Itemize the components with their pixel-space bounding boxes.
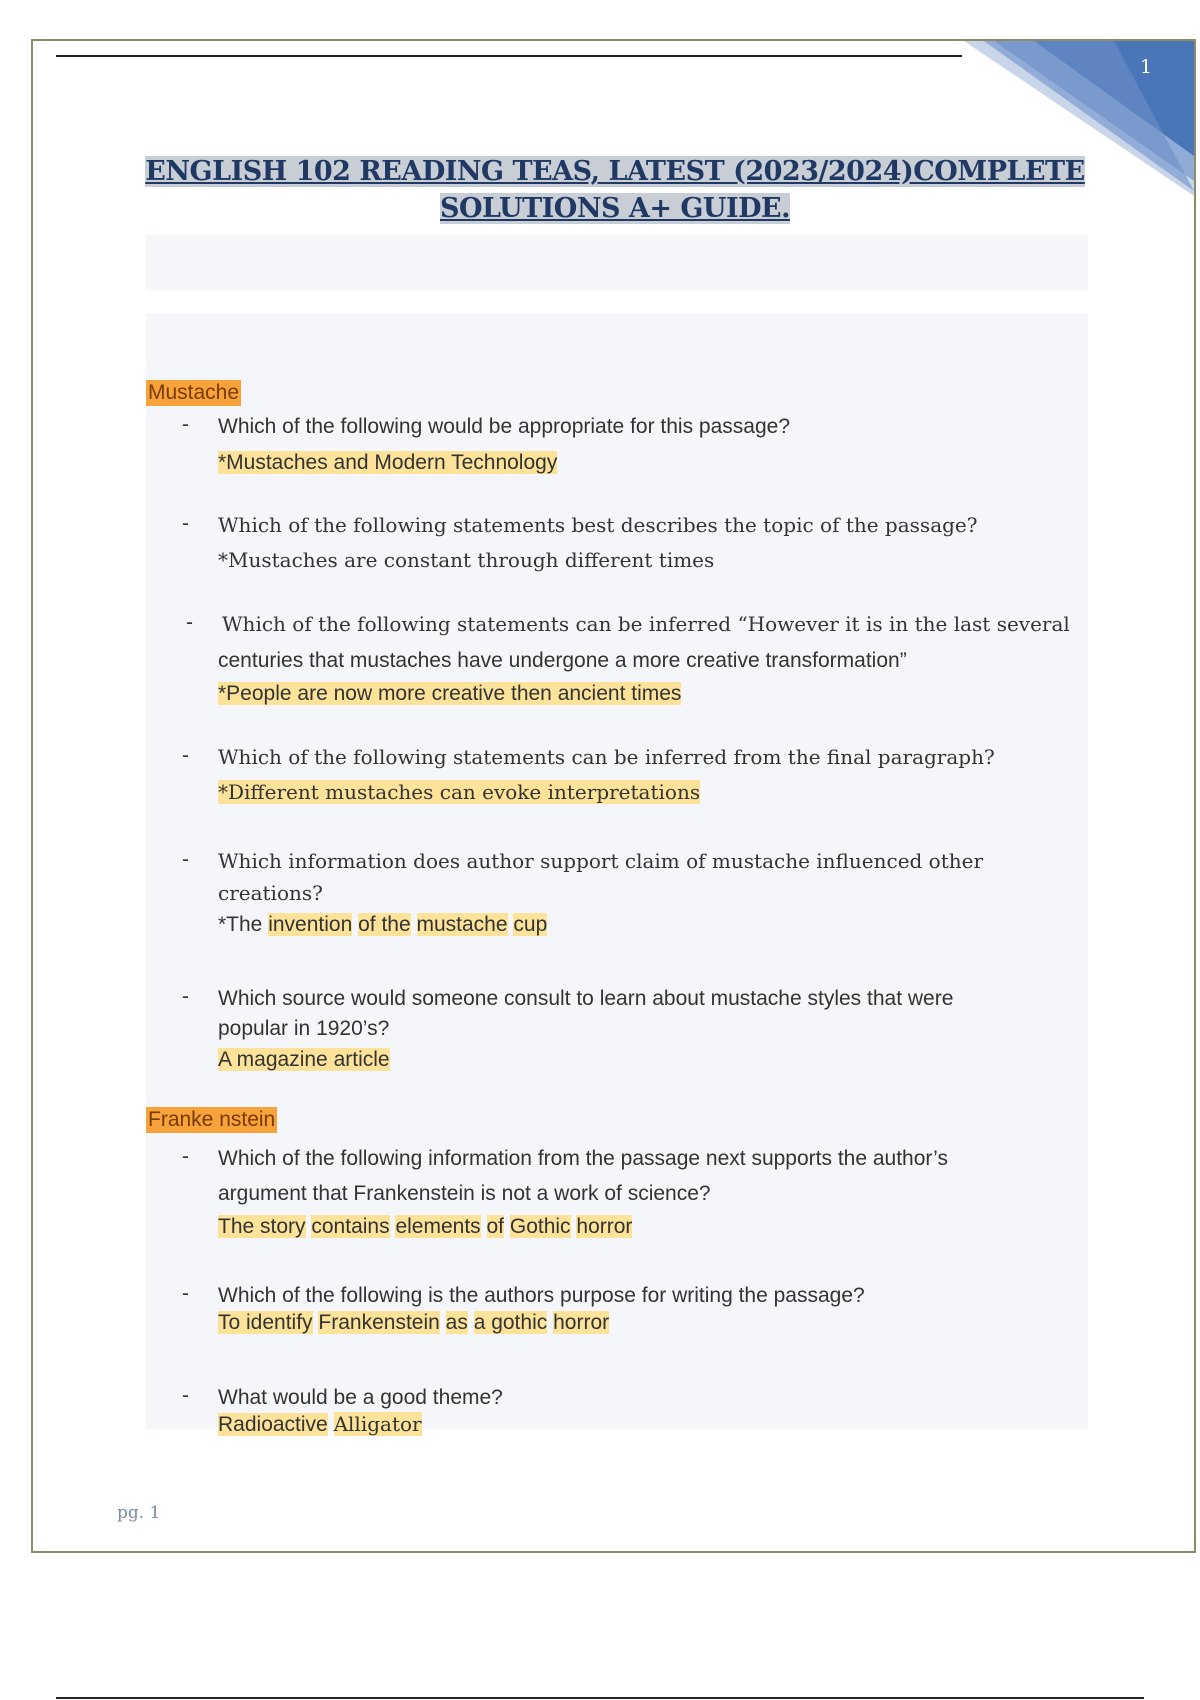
bullet: - [186, 611, 193, 634]
document-title [140, 153, 1090, 227]
bullet: - [182, 512, 189, 535]
question-text: Which of the following statements can be inferred from the final paragraph? [218, 745, 995, 769]
question-text: Which source would someone consult to learn about mustache styles that were [218, 987, 954, 1010]
bullet: - [182, 744, 189, 767]
question-text: Which of the following information from the passage next supports the author’s [218, 1147, 948, 1170]
answer-text: The story contains elements of Gothic horror [218, 1215, 633, 1238]
section-heading-mustache: Mustache [148, 381, 240, 404]
footer-rule [56, 1697, 1144, 1699]
section-heading-frankenstein: Franke nstein [148, 1108, 276, 1131]
question-text: Which of the following statements best describes the topic of the passage? [218, 513, 978, 537]
question-text: Which of the following statements can be inferred “However it is in the last several [222, 612, 1070, 636]
title-line-1: ENGLISH 102 READING TEAS, LATEST (2023/2024)COMPLETE [145, 156, 1085, 187]
question-text: Which information does author support claim of mustache influenced other [218, 849, 984, 873]
question-text: popular in 1920’s? [218, 1017, 390, 1040]
answer-text: *Different mustaches can evoke interpretations [218, 780, 701, 804]
question-text: argument that Frankenstein is not a work of science? [218, 1182, 711, 1205]
question-text: Which of the following is the authors purpose for writing the passage? [218, 1284, 865, 1307]
bullet: - [182, 985, 189, 1008]
bullet: - [182, 1145, 189, 1168]
question-text: centuries that mustaches have undergone a more creative transformation” [218, 649, 907, 672]
answer-text: To identify Frankenstein as a gothic horror [218, 1311, 610, 1334]
bullet: - [182, 848, 189, 871]
page-footer: pg. 1 [117, 1503, 161, 1523]
question-text: Which of the following would be appropriate for this passage? [218, 415, 791, 438]
bullet: - [182, 1384, 189, 1407]
answer-text: A magazine article [218, 1048, 390, 1071]
question-text: creations? [218, 881, 323, 905]
answer-text: Radioactive Alligator [218, 1412, 422, 1436]
answer-text: *The invention of the mustache cup [218, 913, 548, 936]
title-line-2: SOLUTIONS A+ GUIDE. [440, 193, 790, 224]
shaded-block [146, 235, 1088, 290]
bullet: - [182, 1282, 189, 1305]
answer-text: *Mustaches are constant through different times [218, 548, 715, 572]
header-rule [56, 55, 962, 57]
answer-text: *People are now more creative then ancient times [218, 682, 682, 705]
bullet: - [182, 413, 189, 436]
question-text: What would be a good theme? [218, 1386, 503, 1409]
answer-text: *Mustaches and Modern Technology [218, 451, 558, 474]
page-number: 1 [1140, 56, 1153, 78]
